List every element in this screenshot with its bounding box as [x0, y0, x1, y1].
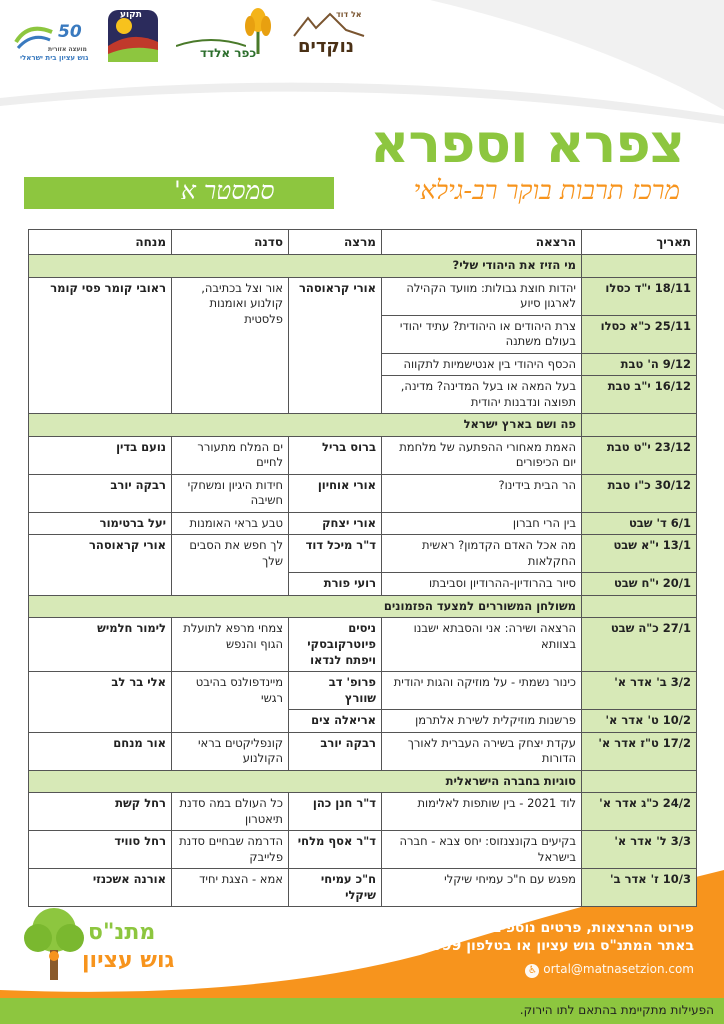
section-title: סוגיות בחברה הישראלית: [29, 770, 582, 793]
lecture-cell: האמת מאחורי ההפתעה של מלחמת יום הכיפורים: [382, 436, 582, 474]
logo1-line2: גוש עציון בית ישראלי: [20, 54, 89, 62]
table-row: [29, 869, 697, 907]
lecture-cell: עקדת יצחק בשירה העברית לאורך הדורות: [382, 732, 582, 770]
workshop-cell: לך חפש את הסבים שלך: [172, 535, 289, 596]
workshop-cell: טבע בראי האומנות: [172, 512, 289, 535]
lecturer-cell: רבקה יורב: [289, 732, 382, 770]
date-cell: 16/12 י"ב טבת: [582, 376, 697, 414]
section-date-cell: [582, 414, 697, 437]
section-row: [29, 414, 697, 437]
table-row: [29, 831, 697, 869]
workshop-cell: חידות היגיון ומשחקי חשיבה: [172, 474, 289, 512]
lecturer-cell: ברוס בריל: [289, 436, 382, 474]
logo3-text: כפר אלדד: [200, 46, 257, 60]
gush-etzion-council-logo: [10, 6, 100, 66]
facilitator-cell: רבקה יורב: [29, 474, 172, 512]
workshop-cell: כל העולם במה סדנת תיאטרון: [172, 793, 289, 831]
workshop-cell: הדרמה שבחיים סדנת פלייבק: [172, 831, 289, 869]
date-cell: 17/2 ט"ז אדר א': [582, 732, 697, 770]
lecture-cell: הר הבית בידינו?: [382, 474, 582, 512]
lecturer-cell: פרופ' דב שוורץ: [289, 672, 382, 710]
lecture-cell: בקיעים בקונצנזוס: יחס צבא - חברה בישראל: [382, 831, 582, 869]
registration-info: [368, 920, 694, 978]
table-row: [29, 618, 697, 672]
info-line1: פירוט ההרצאות, פרטים נוספים והרשמה:: [428, 920, 694, 936]
nokdim-logo: [290, 6, 368, 66]
header-row: [29, 230, 697, 255]
facilitator-cell: אורי קראוסהר: [29, 535, 172, 596]
date-cell: 9/12 ה' טבת: [582, 353, 697, 376]
workshop-cell: אור וצל בכתיבה, קולנוע ואומנות פלסטית: [172, 277, 289, 414]
email-text[interactable]: ortal@matnasetzion.com: [543, 962, 694, 976]
logo1-line1: מועצה אזורית: [48, 46, 87, 53]
header-facilitator: מנחה: [29, 230, 172, 255]
header-lecture: הרצאה: [382, 230, 582, 255]
date-cell: 10/2 ט' אדר א': [582, 710, 697, 733]
lecture-cell: הכסף היהודי בין אנטישמיות לתקווה: [382, 353, 582, 376]
logo4-main: נוקדים: [298, 36, 355, 57]
date-cell: 24/2 כ"ג אדר א': [582, 793, 697, 831]
section-row: [29, 255, 697, 278]
info-email[interactable]: [368, 962, 694, 978]
table-row: [29, 732, 697, 770]
section-title: פה ושם בארץ ישראל: [29, 414, 582, 437]
facilitator-cell: רחל סוויד: [29, 831, 172, 869]
lecturer-cell: אריאלה צים: [289, 710, 382, 733]
date-cell: 6/1 ד' שבט: [582, 512, 697, 535]
lecture-cell: מפגש עם ח"כ עמיחי שיקלי: [382, 869, 582, 907]
lecture-cell: יהדות חוצת גבולות: מוועד הקהילה לארגון סיוע: [382, 277, 582, 315]
lecture-cell: כינור נשמתי - על מוזיקה והגות יהודית: [382, 672, 582, 710]
kfar-eldad-logo: [176, 6, 282, 66]
schedule-body: [29, 255, 697, 907]
table-row: [29, 277, 697, 315]
lecture-cell: הרצאה ושירה: אני והסבתא ישבנו בצוותא: [382, 618, 582, 672]
workshop-cell: ים המלח מתעורר לחיים: [172, 436, 289, 474]
footer-band: [0, 998, 724, 1024]
table-row: [29, 512, 697, 535]
facilitator-cell: ראובי קומר פסי קומר: [29, 277, 172, 414]
logo4-top: אל דוד: [336, 10, 362, 19]
lecturer-cell: אורי אוחיון: [289, 474, 382, 512]
lecturer-cell: רועי פורת: [289, 573, 382, 596]
lecturer-cell: ד"ר מיכל דוד: [289, 535, 382, 573]
facilitator-cell: אלי בר לב: [29, 672, 172, 733]
lecture-cell: מה אכל האדם הקדמון? ראשית החקלאות: [382, 535, 582, 573]
table-row: [29, 474, 697, 512]
facilitator-cell: אורנה אשכנזי: [29, 869, 172, 907]
page-subtitle: מרכז תרבות בוקר רב-גילאי: [413, 176, 680, 206]
section-date-cell: [582, 770, 697, 793]
workshop-cell: אמא - הצגת יחיד: [172, 869, 289, 907]
date-cell: 30/12 כ"ו טבת: [582, 474, 697, 512]
lecture-cell: לוד 2021 - בין שותפות לאלימות: [382, 793, 582, 831]
lecture-cell: פרשנות מוזיקלית לשירת אלתרמן: [382, 710, 582, 733]
lecturer-cell: אורי יצחק: [289, 512, 382, 535]
info-line2: באתר המתנ"ס גוש עציון או בטלפון 02-9937999: [367, 938, 694, 954]
section-date-cell: [582, 595, 697, 618]
lecture-cell: בעל המאה או בעל המדינה? מדינה, תפוצה ונדבנות יהודית: [382, 376, 582, 414]
logo2-text: תקוע: [120, 10, 142, 20]
facilitator-cell: רחל קשת: [29, 793, 172, 831]
date-cell: 20/1 י"ח שבט: [582, 573, 697, 596]
section-date-cell: [582, 255, 697, 278]
facilitator-cell: אור מנחם: [29, 732, 172, 770]
section-row: [29, 770, 697, 793]
facilitator-cell: יעל ברטימור: [29, 512, 172, 535]
page-title: צפרא וספרא: [370, 112, 684, 175]
tekoa-logo: [106, 6, 164, 66]
header-date: תאריך: [582, 230, 697, 255]
lecturer-cell: ניסים פיוטרקובסקי ויפתח לנדאו: [289, 618, 382, 672]
accessibility-icon: ♿: [525, 964, 539, 978]
date-cell: 18/11 י"ד כסלו: [582, 277, 697, 315]
section-title: משולחן המשוררים למצעד הפזמונים: [29, 595, 582, 618]
semester-label: סמסטר א': [174, 176, 275, 205]
workshop-cell: קונפליקטים בראי הקולנוע: [172, 732, 289, 770]
lecturer-cell: ד"ר אסף מלחי: [289, 831, 382, 869]
table-row: [29, 436, 697, 474]
lecturer-cell: ד"ר חנן כהן: [289, 793, 382, 831]
workshop-cell: מיינדפולנס בהיבט רגשי: [172, 672, 289, 733]
footer-note: הפעילות מתקיימת בהתאם לתו הירוק.: [519, 1003, 714, 1017]
matnas-logo: [18, 906, 175, 986]
date-cell: 10/3 ז' אדר ב': [582, 869, 697, 907]
matnas-top: מתנ"ס: [88, 920, 156, 945]
lecturer-cell: ח"כ עמיחי שיקלי: [289, 869, 382, 907]
facilitator-cell: לימור חלמיש: [29, 618, 172, 672]
lecture-cell: צרת היהודים או היהודית? עתיד יהודי בעולם משתנה: [382, 315, 582, 353]
date-cell: 23/12 י"ט טבת: [582, 436, 697, 474]
date-cell: 13/1 י"א שבט: [582, 535, 697, 573]
schedule-table: [28, 229, 697, 907]
date-cell: 3/2 ב' אדר א': [582, 672, 697, 710]
workshop-cell: צמחי מרפא לתועלת הגוף והנפש: [172, 618, 289, 672]
table-row: [29, 672, 697, 710]
table-row: [29, 535, 697, 573]
partner-logos: [10, 6, 370, 68]
date-cell: 25/11 כ"א כסלו: [582, 315, 697, 353]
date-cell: 27/1 כ"ה שבט: [582, 618, 697, 672]
lecturer-cell: אורי קראוסהר: [289, 277, 382, 414]
date-cell: 3/3 ל' אדר א': [582, 831, 697, 869]
table-row: [29, 793, 697, 831]
lecture-cell: בין הרי חברון: [382, 512, 582, 535]
lecture-cell: סיור בהרודיון-ההרודיון וסביבתו: [382, 573, 582, 596]
semester-banner: [24, 177, 334, 209]
facilitator-cell: נועם בדין: [29, 436, 172, 474]
matnas-bottom: גוש עציון: [82, 948, 175, 973]
header-lecturer: מרצה: [289, 230, 382, 255]
logo1-number: 50: [58, 22, 82, 42]
section-title: מי הזיז את היהודי שלי?: [29, 255, 582, 278]
section-row: [29, 595, 697, 618]
header-workshop: סדנה: [172, 230, 289, 255]
